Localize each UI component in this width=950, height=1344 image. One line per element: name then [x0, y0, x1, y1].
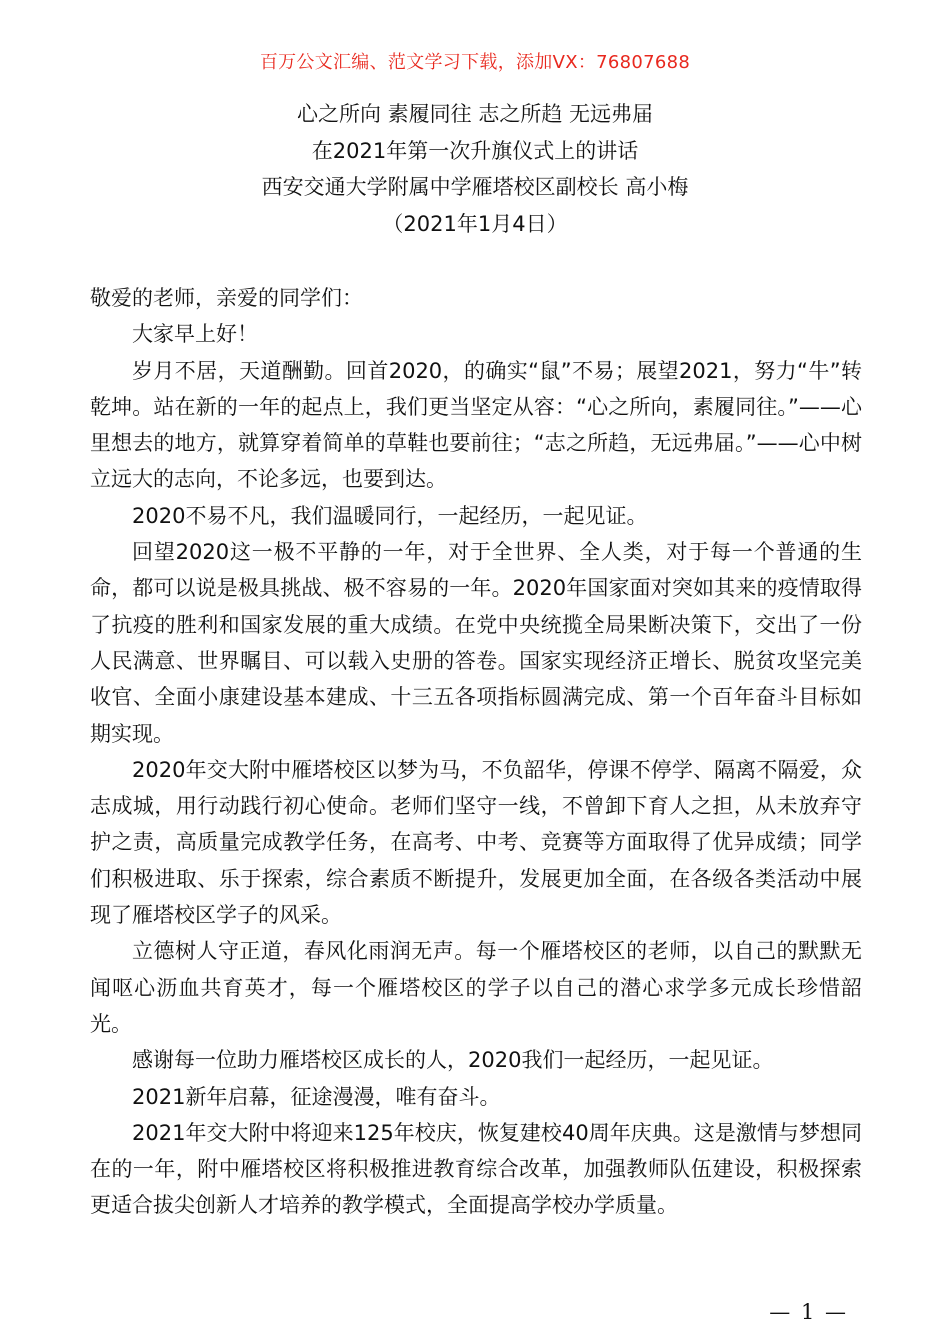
- paragraph: 2021年交大附中将迎来125年校庆，恢复建校40周年庆典。这是激情与梦想同在的一年，附中雁塔校区将积极推进教育综合改革，加强教师队伍建设，积极探索更适合拔尖创新人才培养的教学模式，全面提高学校办学质量。: [90, 1120, 862, 1218]
- watermark-banner: 百万公文汇编、范文学习下载，添加VX：76807688: [259, 52, 691, 73]
- paragraph: 回望2020这一极不平静的一年，对于全世界、全人类，对于每一个普通的生命，都可以说是极具挑战、极不容易的一年。2020年国家面对突如其来的疫情取得了抗疫的胜利和国家发展的重大成绩。在党中央统揽全局果断决策下，交出了一份人民满意、世界瞩目、可以载入史册的答卷。国家实现经济正增长、脱贫攻坚完美收官、全面小康建设基本建成、十三五各项指标圆满完成、第一个百年奋斗目标如期实现。: [90, 540, 862, 746]
- paragraph: 岁月不居，天道酬勤。回首2020，的确实“鼠”不易；展望2021，努力“牛”转乾坤。站在新的一年的起点上，我们更当坚定从容：“心之所向，素履同往。”——心里想去的地方，就算穿着简单的草鞋也要前往；“志之所趋，无远弗届。”——心中树立远大的志向，不论多远，也要到达。: [90, 358, 862, 492]
- paragraph: 2020不易不凡，我们温暖同行，一起经历，一起见证。: [132, 503, 648, 528]
- speaker-line: 西安交通大学附属中学雁塔校区副校长 高小梅: [261, 175, 689, 199]
- speech-body: [90, 280, 862, 1224]
- speech-title: 心之所向 素履同往 志之所趋 无远弗届: [296, 102, 654, 126]
- speech-date: （2021年1月4日）: [382, 211, 568, 236]
- speech-subtitle: 在2021年第一次升旗仪式上的讲话: [311, 138, 639, 163]
- salutation: 敬爱的老师，亲爱的同学们：: [90, 286, 363, 310]
- paragraph: 感谢每一位助力雁塔校区成长的人，2020我们一起经历，一起见证。: [132, 1048, 774, 1073]
- paragraph: 立德树人守正道，春风化雨润无声。每一个雁塔校区的老师，以自己的默默无闻呕心沥血共育英才，每一个雁塔校区的学子以自己的潜心求学多元成长珍惜韶光。: [90, 939, 862, 1036]
- paragraph: 2020年交大附中雁塔校区以梦为马，不负韶华，停课不停学、隔离不隔爱，众志成城，用行动践行初心使命。老师们坚守一线，不曾卸下育人之担，从未放弃守护之责，高质量完成教学任务，在高考、中考、竞赛等方面取得了优异成绩；同学们积极进取、乐于探索，综合素质不断提升，发展更加全面，在各级各类活动中展现了雁塔校区学子的风采。: [90, 757, 862, 928]
- page-number: — 1 —: [769, 1300, 848, 1324]
- speech-header: [0, 96, 950, 242]
- paragraph: 2021新年启幕，征途漫漫，唯有奋斗。: [132, 1084, 501, 1109]
- paragraph: 大家早上好！: [132, 322, 258, 347]
